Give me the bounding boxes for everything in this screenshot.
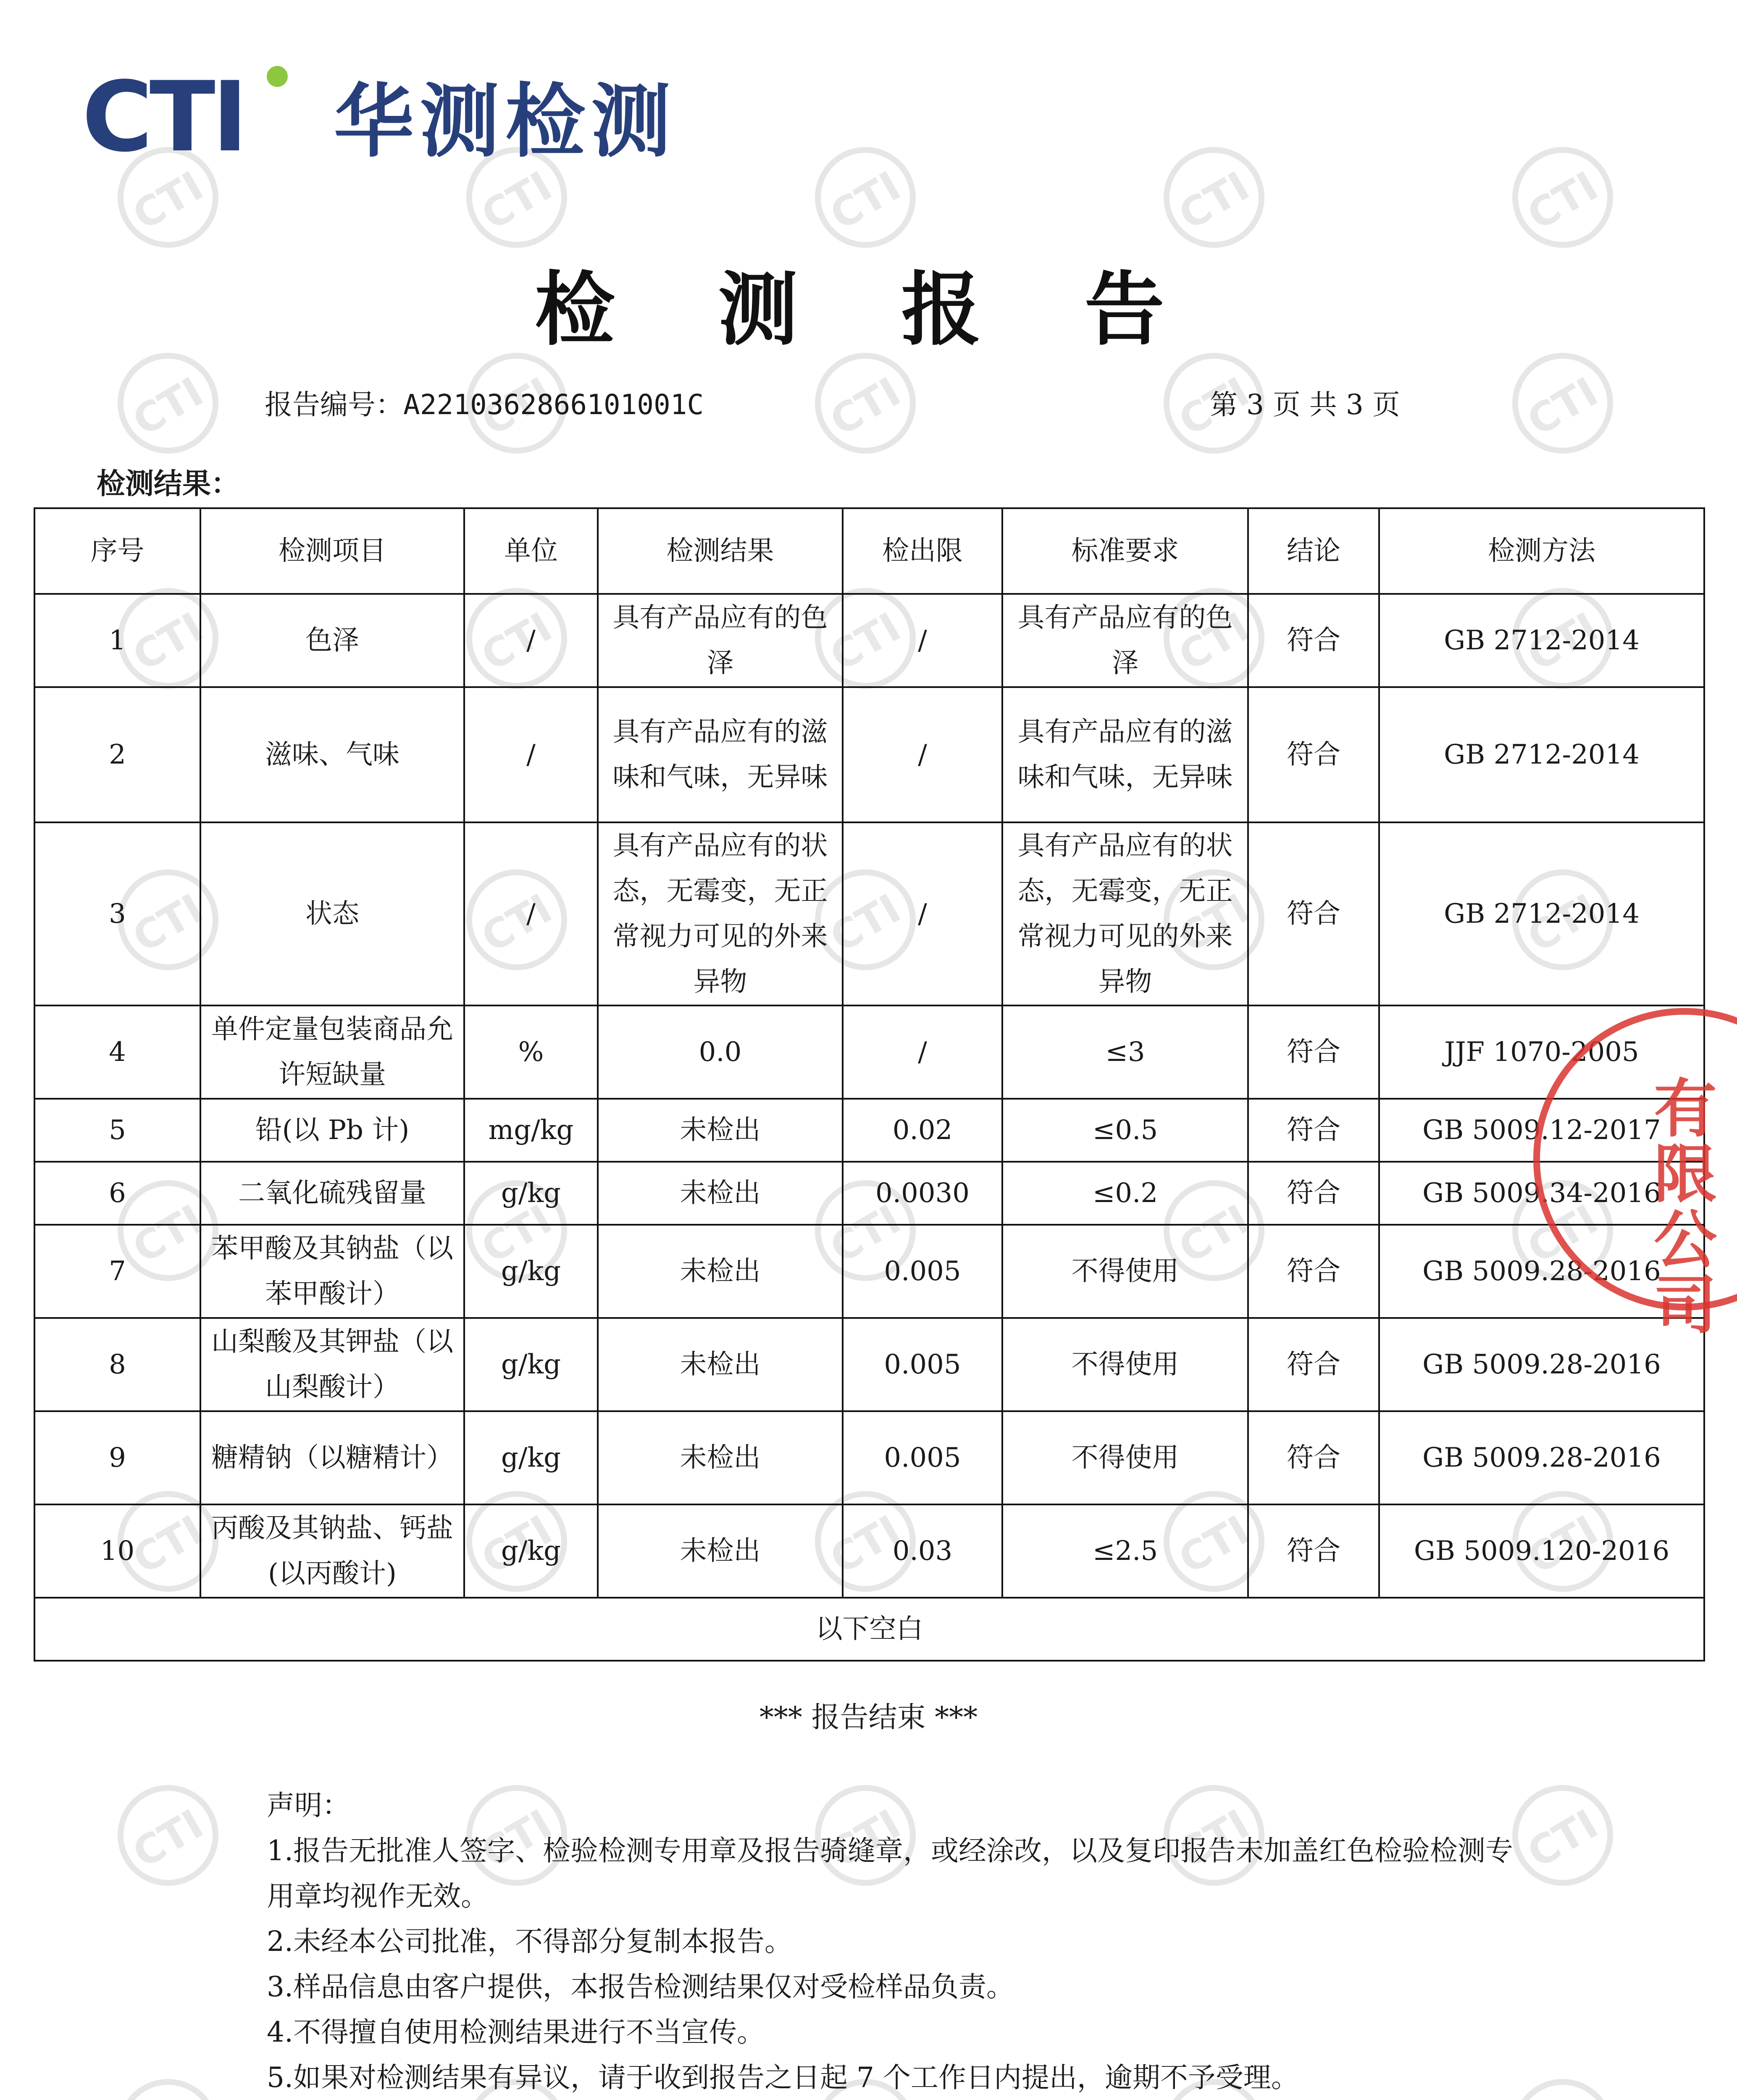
- cell-item: 单件定量包装商品允许短缺量: [200, 1005, 464, 1099]
- cell-no: 1: [34, 594, 200, 687]
- cell-item: 山梨酸及其钾盐（以山梨酸计）: [200, 1318, 464, 1411]
- cell-result: 未检出: [598, 1225, 843, 1318]
- table-blank-row: [34, 1598, 1704, 1661]
- logo-name: 华测检测: [334, 75, 677, 168]
- watermark-icon: [1512, 353, 1613, 454]
- table-row: [34, 1162, 1704, 1225]
- watermark-icon: [118, 1785, 218, 1886]
- cell-method: JJF 1070-2005: [1379, 1005, 1704, 1099]
- table-header-row: [34, 508, 1704, 594]
- cell-item: 状态: [200, 822, 464, 1005]
- logo-dot-icon: [267, 66, 288, 87]
- cell-method: GB 5009.12-2017: [1379, 1099, 1704, 1162]
- table-row: [34, 1099, 1704, 1162]
- header-cell: 检测结果: [598, 508, 843, 594]
- cell-conclusion: 符合: [1248, 594, 1379, 687]
- cell-requirement: 具有产品应有的色泽: [1002, 594, 1248, 687]
- watermark-icon: [1512, 1785, 1613, 1886]
- notice-block: [267, 1783, 1527, 2100]
- cell-conclusion: 符合: [1248, 1504, 1379, 1598]
- cell-unit: g/kg: [464, 1318, 598, 1411]
- cell-no: 4: [34, 1005, 200, 1099]
- cell-result: 未检出: [598, 1504, 843, 1598]
- cell-unit: g/kg: [464, 1225, 598, 1318]
- table-row: [34, 1005, 1704, 1099]
- cell-no: 10: [34, 1504, 200, 1598]
- page-indicator: 第 3 页 共 3 页: [1210, 388, 1400, 421]
- report-number-label: 报告编号：: [265, 388, 403, 421]
- notice-item: 3.样品信息由客户提供，本报告检测结果仅对受检样品负责。: [267, 1971, 1014, 2003]
- cell-item: 糖精钠（以糖精计）: [200, 1411, 464, 1504]
- cell-requirement: 不得使用: [1002, 1225, 1248, 1318]
- cell-limit: 0.0030: [843, 1162, 1002, 1225]
- cell-unit: g/kg: [464, 1411, 598, 1504]
- header-cell: 序号: [34, 508, 200, 594]
- table-row: [34, 1504, 1704, 1598]
- cell-limit: /: [843, 1005, 1002, 1099]
- table-row: [34, 822, 1704, 1005]
- cell-no: 7: [34, 1225, 200, 1318]
- cell-unit: g/kg: [464, 1504, 598, 1598]
- cell-requirement: ≤0.2: [1002, 1162, 1248, 1225]
- cell-unit: %: [464, 1005, 598, 1099]
- watermark-icon: [1164, 147, 1264, 248]
- table-row: [34, 1411, 1704, 1504]
- cell-limit: /: [843, 687, 1002, 822]
- notice-item: 5.如果对检测结果有异议，请于收到报告之日起 7 个工作日内提出，逾期不予受理。: [267, 2061, 1299, 2094]
- cell-conclusion: 符合: [1248, 1318, 1379, 1411]
- cell-limit: /: [843, 594, 1002, 687]
- cell-no: 3: [34, 822, 200, 1005]
- cell-requirement: ≤0.5: [1002, 1099, 1248, 1162]
- cell-item: 苯甲酸及其钠盐（以苯甲酸计）: [200, 1225, 464, 1318]
- cell-limit: 0.005: [843, 1318, 1002, 1411]
- cell-limit: 0.02: [843, 1099, 1002, 1162]
- cell-requirement: ≤3: [1002, 1005, 1248, 1099]
- cell-result: 0.0: [598, 1005, 843, 1099]
- cell-requirement: 不得使用: [1002, 1411, 1248, 1504]
- company-seal-text: 有限公司: [1643, 1075, 1716, 1337]
- report-number: [265, 382, 704, 422]
- cell-result: 具有产品应有的滋味和气味，无异味: [598, 687, 843, 822]
- cell-result: 未检出: [598, 1099, 843, 1162]
- cell-conclusion: 符合: [1248, 1162, 1379, 1225]
- cell-result: 未检出: [598, 1411, 843, 1504]
- table-row: [34, 687, 1704, 822]
- report-end-mark: *** 报告结束 ***: [759, 1701, 978, 1734]
- cell-method: GB 5009.34-2016: [1379, 1162, 1704, 1225]
- watermark-icon: [815, 147, 916, 248]
- header-cell: 检测项目: [200, 508, 464, 594]
- notice-item: 2.未经本公司批准，不得部分复制本报告。: [267, 1925, 792, 1958]
- table-row: [34, 1225, 1704, 1318]
- notice-item: 1.报告无批准人签字、检验检测专用章及报告骑缝章，或经涂改，以及复印报告未加盖红色检验检测专用章均视作无效。: [267, 1835, 1513, 1912]
- watermark-icon: [118, 2079, 218, 2100]
- cell-requirement: 具有产品应有的状态，无霉变，无正常视力可见的外来异物: [1002, 822, 1248, 1005]
- cell-result: 具有产品应有的色泽: [598, 594, 843, 687]
- cell-unit: /: [464, 687, 598, 822]
- cell-limit: /: [843, 822, 1002, 1005]
- table-row: [34, 594, 1704, 687]
- cell-result: 未检出: [598, 1162, 843, 1225]
- cell-method: GB 5009.28-2016: [1379, 1318, 1704, 1411]
- cell-item: 丙酸及其钠盐、钙盐(以丙酸计): [200, 1504, 464, 1598]
- blank-note: 以下空白: [34, 1598, 1704, 1661]
- cell-unit: g/kg: [464, 1162, 598, 1225]
- cell-result: 未检出: [598, 1318, 843, 1411]
- cell-conclusion: 符合: [1248, 1005, 1379, 1099]
- report-number-value: A2210362866101001C: [403, 388, 704, 421]
- cell-limit: 0.005: [843, 1225, 1002, 1318]
- cell-method: GB 2712-2014: [1379, 822, 1704, 1005]
- cell-conclusion: 符合: [1248, 1225, 1379, 1318]
- cell-requirement: 不得使用: [1002, 1318, 1248, 1411]
- cell-method: GB 5009.28-2016: [1379, 1225, 1704, 1318]
- cell-conclusion: 符合: [1248, 1411, 1379, 1504]
- notice-item: 4.不得擅自使用检测结果进行不当宣传。: [267, 2016, 765, 2048]
- cell-item: 色泽: [200, 594, 464, 687]
- cell-method: GB 2712-2014: [1379, 687, 1704, 822]
- cell-limit: 0.03: [843, 1504, 1002, 1598]
- header-cell: 检测方法: [1379, 508, 1704, 594]
- cell-no: 9: [34, 1411, 200, 1504]
- header-cell: 标准要求: [1002, 508, 1248, 594]
- watermark-icon: [1512, 2079, 1613, 2100]
- cell-no: 6: [34, 1162, 200, 1225]
- cell-limit: 0.005: [843, 1411, 1002, 1504]
- cell-unit: /: [464, 594, 598, 687]
- cell-unit: mg/kg: [464, 1099, 598, 1162]
- cell-result: 具有产品应有的状态，无霉变，无正常视力可见的外来异物: [598, 822, 843, 1005]
- cell-method: GB 5009.28-2016: [1379, 1411, 1704, 1504]
- header-cell: 检出限: [843, 508, 1002, 594]
- cell-no: 8: [34, 1318, 200, 1411]
- cell-conclusion: 符合: [1248, 1099, 1379, 1162]
- cell-conclusion: 符合: [1248, 687, 1379, 822]
- cell-requirement: ≤2.5: [1002, 1504, 1248, 1598]
- header-cell: 单位: [464, 508, 598, 594]
- cell-conclusion: 符合: [1248, 822, 1379, 1005]
- report-title: 检 测 报 告: [535, 263, 1202, 356]
- cell-requirement: 具有产品应有的滋味和气味，无异味: [1002, 687, 1248, 822]
- cell-item: 铅(以 Pb 计): [200, 1099, 464, 1162]
- header-cell: 结论: [1248, 508, 1379, 594]
- results-table: [34, 507, 1705, 1662]
- cell-method: GB 2712-2014: [1379, 594, 1704, 687]
- cell-item: 二氧化硫残留量: [200, 1162, 464, 1225]
- section-label: 检测结果：: [97, 467, 240, 501]
- cell-no: 5: [34, 1099, 200, 1162]
- cell-method: GB 5009.120-2016: [1379, 1504, 1704, 1598]
- notice-heading: 声明：: [267, 1789, 350, 1822]
- watermark-icon: [1512, 147, 1613, 248]
- logo-brand: CTI: [82, 61, 245, 173]
- watermark-icon: [815, 353, 916, 454]
- cell-item: 滋味、气味: [200, 687, 464, 822]
- cell-no: 2: [34, 687, 200, 822]
- watermark-icon: [118, 353, 218, 454]
- table-row: [34, 1318, 1704, 1411]
- cell-unit: /: [464, 822, 598, 1005]
